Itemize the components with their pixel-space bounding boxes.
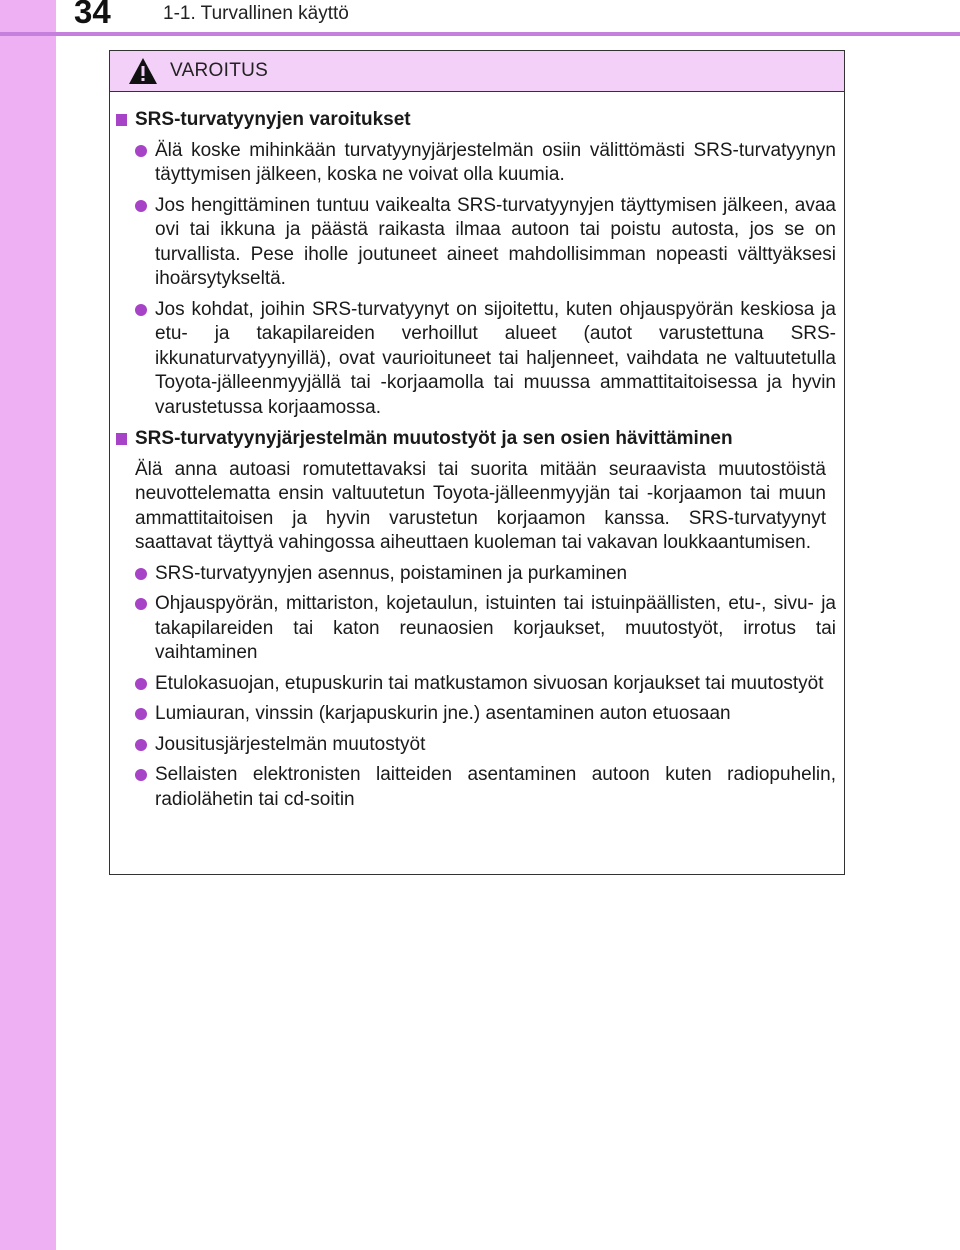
circle-bullet-icon	[135, 769, 147, 781]
list-item	[135, 733, 836, 758]
list-item-text: SRS-turvatyynyjen asennus, poistaminen ja purkaminen	[155, 562, 628, 584]
list-item	[135, 702, 836, 727]
list-item-text: Älä koske mihinkään turvatyynyjärjestelmän osiin välittömästi SRS-turvatyynyn täyttymisen jälkeen, koska ne voivat olla kuumia.	[155, 139, 836, 185]
circle-bullet-icon	[135, 200, 147, 212]
list-item-text: Lumiauran, vinssin (karjapuskurin jne.) asentaminen auton etuosaan	[155, 703, 731, 724]
square-bullet-icon	[116, 114, 127, 126]
list-item	[135, 298, 836, 421]
list-item	[135, 672, 836, 697]
circle-bullet-icon	[135, 708, 147, 720]
header-divider	[0, 32, 960, 36]
list-item-text: Jos kohdat, joihin SRS-turvatyynyt on sijoitettu, kuten ohjauspyörän keskiosa ja etu- ja takapilareiden verhoillut alueet (autot varustettuna SRS-ikkunaturvatyynyillä), ovat vaurioituneet tai haljenneet, vaihdata ne valtuutetulla Toyota-jälleenmyyjällä tai -korjaamolla tai muussa ammattitaitoisessa ja hyvin varustetussa korjaamossa.	[155, 298, 836, 418]
circle-bullet-icon	[135, 145, 147, 157]
section-heading	[116, 427, 836, 452]
warning-triangle-icon	[128, 57, 158, 85]
section-heading	[116, 108, 836, 133]
warning-header	[110, 51, 844, 92]
page-side-strip	[0, 0, 56, 1250]
list-item	[135, 763, 836, 812]
warning-content	[110, 92, 844, 812]
list-item-text: Etulokasuojan, etupuskurin tai matkustamon sivuosan korjaukset tai muutostyöt	[155, 672, 824, 694]
circle-bullet-icon	[135, 304, 147, 316]
section-heading-text: SRS-turvatyynyjen varoitukset	[135, 109, 411, 130]
list-item-text: Jousitusjärjestelmän muutostyöt	[155, 733, 426, 755]
list-item	[135, 592, 836, 666]
list-item	[135, 562, 836, 587]
warning-label: VAROITUS	[170, 60, 269, 81]
circle-bullet-icon	[135, 678, 147, 690]
list-item-text: Jos hengittäminen tuntuu vaikealta SRS-turvatyynyjen täyttymisen jälkeen, avaa ovi tai ikkuna ja päästä raikasta ilmaa autoon tai poistu autosta, jos se on turvallista. Pese iholle joutuneet aineet mahdollisimman nopeasti välttyäksesi ihoärsytykseltä.	[155, 194, 836, 289]
list-item-text: Ohjauspyörän, mittariston, kojetaulun, istuinten tai istuinpäällisten, etu-, sivu- ja takapilareiden tai katon reunaosien korjaukset, muutostyöt, irrotus tai vaihtaminen	[155, 593, 836, 663]
warning-box	[109, 50, 845, 875]
section-title: 1-1. Turvallinen käyttö	[163, 3, 349, 24]
section-heading-text: SRS-turvatyynyjärjestelmän muutostyöt ja sen osien hävittäminen	[135, 428, 733, 449]
page-number: 34	[74, 0, 111, 30]
circle-bullet-icon	[135, 598, 147, 610]
square-bullet-icon	[116, 433, 127, 445]
list-item-text: Sellaisten elektronisten laitteiden asentaminen autoon kuten radiopuhelin, radiolähetin tai cd-soitin	[155, 764, 836, 810]
section-paragraph: Älä anna autoasi romutettavaksi tai suorita mitään seuraavista muutostöistä neuvottelematta ensin valtuutetun Toyota-jälleenmyyjän tai -korjaamon tai muun ammattitaitoisen ja hyvin varustetun korjaamon kanssa. SRS-turvatyynyt saattavat täyttyä vahingossa aiheuttaen kuoleman tai vakavan loukkaantumisen.	[135, 458, 826, 553]
list-item	[135, 194, 836, 292]
circle-bullet-icon	[135, 739, 147, 751]
list-item	[135, 139, 836, 188]
circle-bullet-icon	[135, 568, 147, 580]
